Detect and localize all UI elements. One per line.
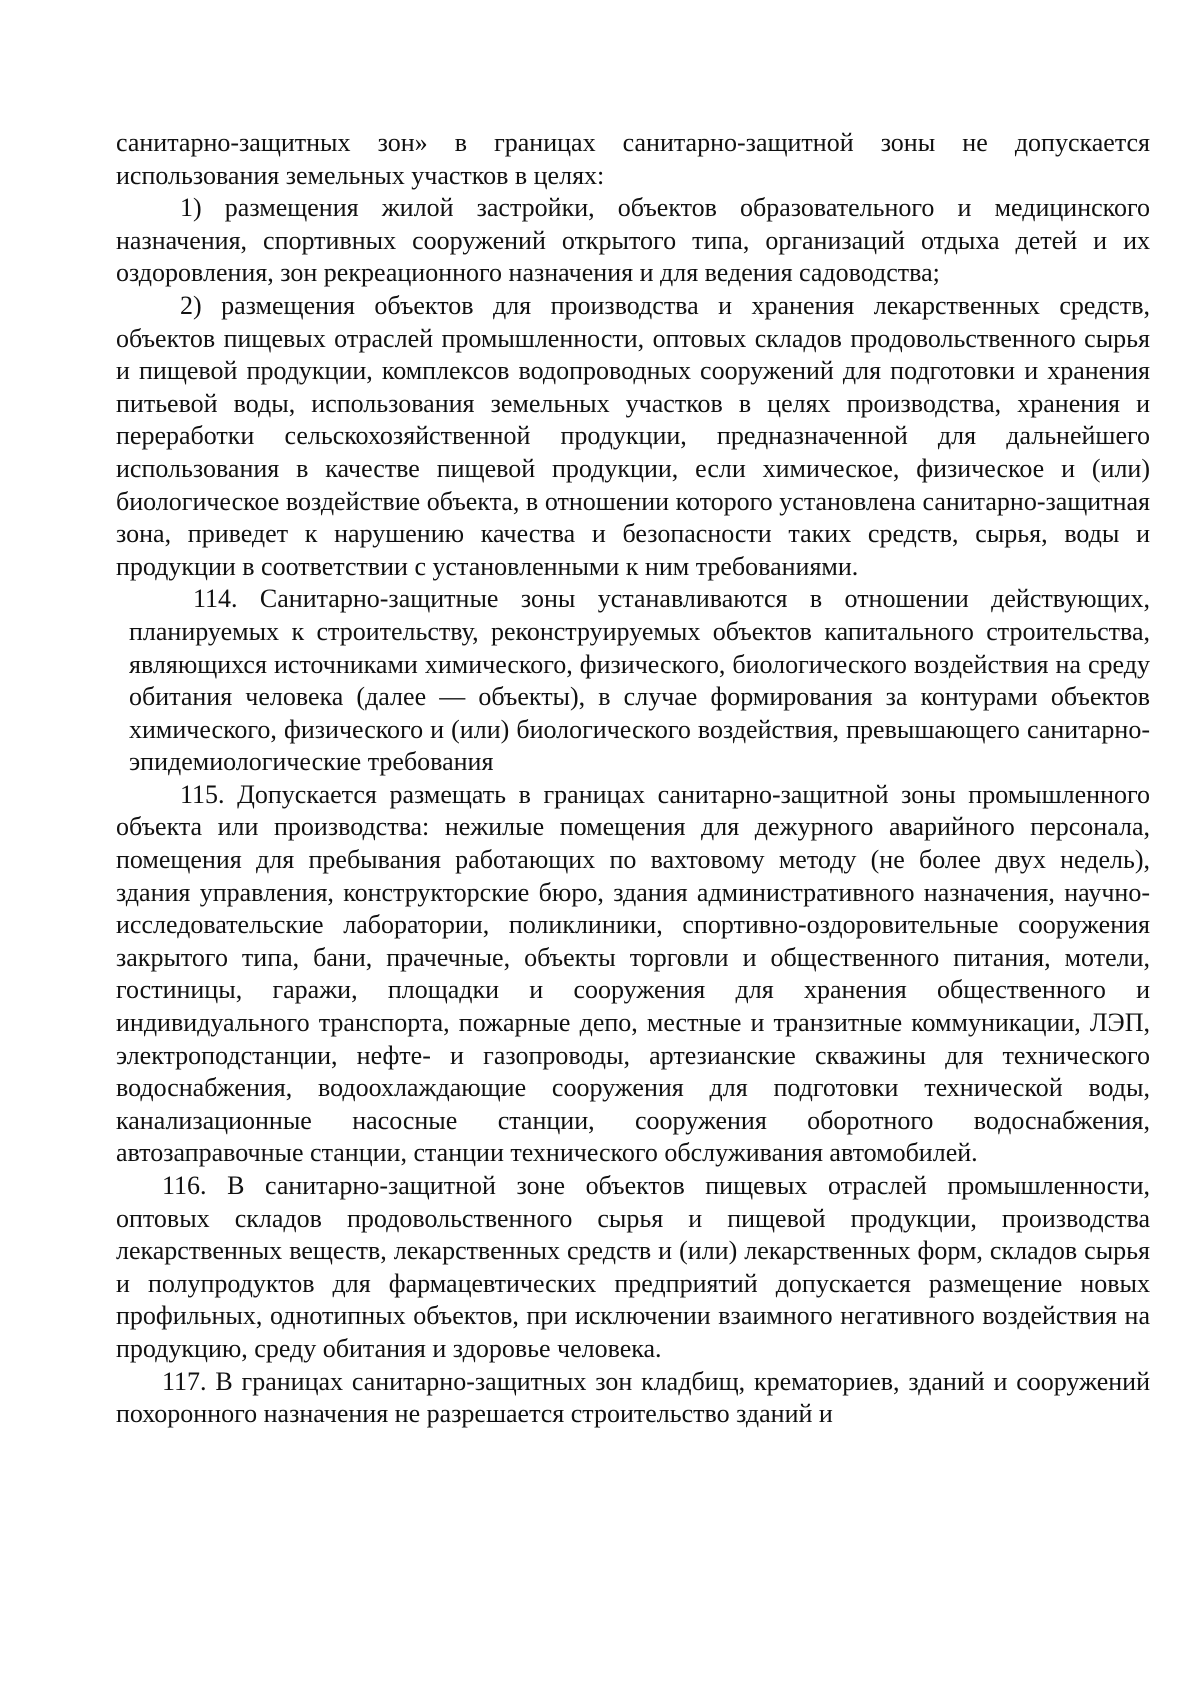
- paragraph-114: 114. Санитарно-защитные зоны устанавливаются в отношении действующих, планируемых к строительству, реконструируемых объектов капитального строительства, являющихся источниками химического, физического, биологического воздействия на среду обитания человека (далее — объекты), в случае формирования за контурами объектов химического, физического и (или) биологического воздействия, превышающего санитарно-эпидемиологические требования: [129, 584, 1150, 777]
- paragraph-intro: санитарно-защитных зон» в границах санитарно-защитной зоны не допускается использования земельных участков в целях:: [116, 128, 1150, 190]
- paragraph-item-2: 2) размещения объектов для производства и хранения лекарственных средств, объектов пищевых отраслей промышленности, оптовых складов продовольственного сырья и пищевой продукции, комплексов водопроводных сооружений для подготовки и хранения питьевой воды, использования земельных участков в целях производства, хранения и переработки сельскохозяйственной продукции, предназначенной для дальнейшего использования в качестве пищевой продукции, если химическое, физическое и (или) биологическое воздействие объекта, в отношении которого установлена санитарно-защитная зона, приведет к нарушению качества и безопасности таких средств, сырья, воды и продукции в соответствии с установленными к ним требованиями.: [116, 290, 1150, 581]
- paragraph-item-1: 1) размещения жилой застройки, объектов образовательного и медицинского назначения, спортивных сооружений открытого типа, организаций отдыха детей и их оздоровления, зон рекреационного назначения и для ведения садоводства;: [116, 193, 1150, 288]
- paragraph-116: 116. В санитарно-защитной зоне объектов пищевых отраслей промышленности, оптовых складов продовольственного сырья и пищевой продукции, производства лекарственных веществ, лекарственных средств и (или) лекарственных форм, складов сырья и полупродуктов для фармацевтических предприятий допускается размещение новых профильных, однотипных объектов, при исключении взаимного негативного воздействия на продукцию, среду обитания и здоровье человека.: [116, 1171, 1150, 1363]
- paragraph-117: 117. В границах санитарно-защитных зон кладбищ, крематориев, зданий и сооружений похоронного назначения не разрешается строительство зданий и: [116, 1366, 1150, 1429]
- paragraph-115: 115. Допускается размещать в границах санитарно-защитной зоны промышленного объекта или производства: нежилые помещения для дежурного аварийного персонала, помещения для пребывания работающих по вахтовому методу (не более двух недель), здания управления, конструкторские бюро, здания административного назначения, научно-исследовательские лаборатории, поликлиники, спортивно-оздоровительные сооружения закрытого типа, бани, прачечные, объекты торговли и общественного питания, мотели, гостиницы, гаражи, площадки и сооружения для хранения общественного и индивидуального транспорта, пожарные депо, местные и транзитные коммуникации, ЛЭП, электроподстанции, нефте- и газопроводы, артезианские скважины для технического водоснабжения, водоохлаждающие сооружения для подготовки технической воды, канализационные насосные станции, сооружения оборотного водоснабжения, автозаправочные станции, станции технического обслуживания автомобилей.: [116, 779, 1150, 1168]
- document-body: [116, 127, 1150, 1431]
